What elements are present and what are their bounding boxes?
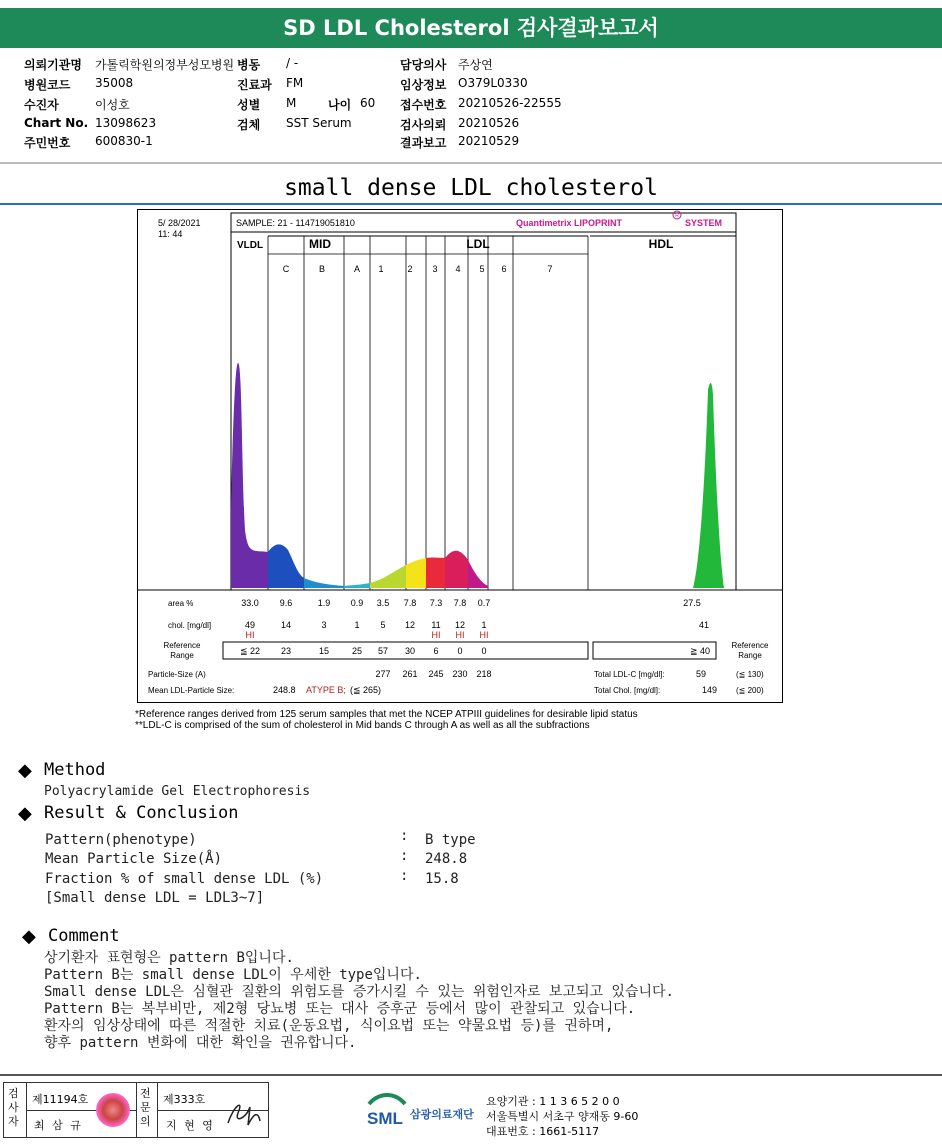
lipoprint-chart: [137, 209, 783, 703]
group-label: LDL: [466, 237, 490, 251]
result-heading: Result & Conclusion: [44, 803, 239, 823]
band-label: 1: [378, 264, 384, 274]
handwritten-signature: [224, 1095, 264, 1131]
comment-line: Pattern B는 복부비만, 제2형 당뇨병 또는 대사 증후군 등에서 많이 관찰되고 있습니다.: [44, 1001, 636, 1017]
info-value: FM: [286, 76, 304, 90]
total-chol-value: 149: [702, 685, 718, 695]
info-label: 병원코드: [24, 78, 71, 92]
particle-value: 277: [375, 669, 391, 679]
area-value: 9.6: [279, 598, 293, 608]
chol-row-label: chol. [mg/dl]: [168, 621, 212, 630]
band-label: 5: [479, 264, 485, 274]
ref-value: ≦ 22: [239, 646, 261, 656]
chol-value: 1: [481, 620, 487, 630]
chol-value: 12: [404, 620, 416, 630]
mean-size-label: Mean LDL-Particle Size:: [148, 686, 235, 695]
ldl2-peak: [406, 558, 426, 588]
area-value: 33.0: [241, 598, 259, 608]
lipoprint-svg: [138, 210, 782, 702]
info-value: M: [286, 96, 297, 110]
age-value: 60: [360, 96, 376, 110]
group-label: MID: [309, 237, 331, 251]
result-colon: :: [400, 828, 409, 844]
info-label: Chart No.: [24, 116, 89, 130]
info-label: 병동: [237, 58, 261, 72]
footer-divider: [0, 1074, 942, 1076]
group-label: VLDL: [236, 240, 264, 251]
mean-size-value: 248.8: [273, 685, 296, 695]
info-value: 20210529: [458, 134, 520, 148]
comment-heading: Comment: [48, 926, 120, 946]
institution-code: 요양기관 : 1 1 3 6 5 2 0 0: [486, 1095, 620, 1108]
info-value: 600830-1: [95, 134, 153, 148]
company-logo: [365, 1090, 409, 1134]
info-value: 가톨릭학원의정부성모병원: [95, 58, 235, 72]
comment-line: Pattern B는 small dense LDL이 우세한 type입니다.: [44, 967, 422, 983]
footnote-1: *Reference ranges derived from 125 serum samples that met the NCEP ATPIII guidelines for desirable lipid status: [135, 709, 638, 720]
info-label: 검체: [237, 118, 261, 132]
ref-value: 30: [404, 646, 416, 656]
ref-value: 0: [457, 646, 463, 656]
info-value: / -: [286, 56, 299, 70]
result-colon: :: [400, 848, 409, 864]
ldl3-peak: [426, 558, 445, 588]
info-value: SST Serum: [286, 116, 352, 130]
specialist-number: 제333호: [163, 1093, 206, 1106]
chol-value: 49: [244, 620, 256, 630]
total-ldl-ref: (≦ 130): [736, 670, 764, 679]
hi-flag: HI: [245, 630, 255, 640]
group-label: HDL: [648, 237, 674, 251]
brand-name: Quantimetrix LIPOPRINT: [516, 218, 623, 228]
particle-label: Particle-Size (A): [148, 670, 206, 679]
org-name: 삼광의료재단: [410, 1108, 474, 1121]
mid-b-peak: [304, 578, 344, 588]
result-value: 15.8: [425, 871, 459, 887]
section-title: small dense LDL cholesterol: [284, 175, 658, 201]
chol-value: 5: [380, 620, 386, 630]
registered-mark: R: [675, 213, 679, 219]
phone: 대표번호 : 1661-5117: [486, 1125, 600, 1138]
info-value: 13098623: [95, 116, 157, 130]
mid-a-peak: [344, 583, 370, 588]
band-label: C: [282, 264, 290, 274]
particle-value: 218: [476, 669, 492, 679]
total-ldl-label: Total LDL-C [mg/dl]:: [594, 670, 665, 679]
result-value: 248.8: [425, 851, 468, 867]
area-value: 0.7: [477, 598, 491, 608]
specialist-name: 지 현 영: [166, 1119, 215, 1132]
area-value: 1.9: [317, 598, 331, 608]
ref-value: 25: [351, 646, 363, 656]
brand-suffix: SYSTEM: [685, 218, 723, 228]
result-value: B type: [425, 832, 476, 848]
info-label: 진료과: [237, 78, 272, 92]
ref-label-1: Reference: [163, 641, 201, 650]
comment-line: Small dense LDL은 심혈관 질환의 위험도를 증가시킬 수 있는 위험인자로 보고되고 있습니다.: [44, 984, 674, 1000]
area-value: 7.3: [429, 598, 443, 608]
info-label: 주민번호: [24, 136, 71, 150]
sample-id: SAMPLE: 21 - 114719051810: [236, 218, 355, 228]
hdl-peak: [693, 383, 724, 588]
report-title: SD LDL Cholesterol 검사결과보고서: [0, 8, 942, 48]
mid-c-peak: [268, 544, 304, 588]
ref-right-1: Reference: [731, 641, 769, 650]
band-label: B: [318, 264, 326, 274]
hdl-chol-value: 41: [698, 620, 710, 630]
hi-flag: HI: [431, 630, 441, 640]
inspector-name: 최 삼 규: [34, 1119, 83, 1132]
info-value: 20210526-22555: [458, 96, 562, 110]
ref-value: 23: [280, 646, 292, 656]
ref-value: 57: [377, 646, 389, 656]
result-note: [Small dense LDL = LDL3~7]: [45, 890, 265, 906]
info-value: O379L0330: [458, 76, 528, 90]
ldl5-peak: [468, 560, 488, 588]
ref-value: 0: [481, 646, 487, 656]
chol-value: 3: [321, 620, 327, 630]
result-label: Pattern(phenotype): [45, 832, 197, 848]
atype-ref: (≦ 265): [350, 685, 382, 695]
area-value: 7.8: [403, 598, 417, 608]
result-colon: :: [400, 868, 409, 884]
area-row-label: area %: [168, 599, 194, 608]
info-value: 이성호: [95, 98, 130, 112]
band-label: A: [353, 264, 361, 274]
info-value: 20210526: [458, 116, 520, 130]
inspector-label: 검사자: [8, 1087, 19, 1128]
particle-value: 261: [402, 669, 418, 679]
hi-flag: HI: [479, 630, 489, 640]
hi-flag: HI: [455, 630, 465, 640]
ref-right-2: Range: [738, 651, 762, 660]
comment-line: 향후 pattern 변화에 대한 확인을 권유합니다.: [44, 1035, 357, 1051]
chol-value: 14: [280, 620, 292, 630]
ldl1-peak: [370, 565, 406, 588]
chol-value: 12: [454, 620, 466, 630]
comment-line: 환자의 임상상태에 따른 적절한 치료(운동요법, 식이요법 또는 약물요법 등)를 권하며,: [44, 1018, 614, 1034]
ldl4-peak: [445, 551, 468, 588]
vldl-peak: [231, 363, 268, 588]
area-value: 3.5: [376, 598, 390, 608]
info-value: 주상연: [458, 58, 493, 72]
band-label: 6: [501, 264, 507, 274]
patient-info-panel: [0, 48, 942, 164]
logo-text: SML: [367, 1109, 403, 1128]
seal-stamp-icon: [96, 1093, 130, 1127]
band-label: 3: [432, 264, 438, 274]
band-label: 2: [407, 264, 413, 274]
method-bullet-icon: ◆: [18, 760, 32, 781]
footnote-2: **LDL-C is comprised of the sum of cholesterol in Mid bands C through A as well as all the subfractions: [135, 720, 590, 731]
result-label: Fraction % of small dense LDL (%): [45, 871, 324, 887]
chol-value: 11: [431, 620, 441, 630]
info-label: 담당의사: [400, 58, 447, 72]
area-value: 7.8: [453, 598, 467, 608]
band-label: 7: [547, 264, 553, 274]
info-label: 의뢰기관명: [24, 58, 82, 72]
info-label: 검사의뢰: [400, 118, 447, 132]
comment-line: 상기환자 표현형은 pattern B입니다.: [44, 950, 294, 966]
hdl-area-value: 27.5: [683, 598, 701, 608]
info-label: 결과보고: [400, 136, 447, 150]
chol-value: 1: [354, 620, 360, 630]
particle-value: 245: [428, 669, 444, 679]
total-chol-ref: (≦ 200): [736, 686, 764, 695]
result-bullet-icon: ◆: [18, 803, 32, 824]
total-ldl-value: 59: [696, 669, 707, 679]
particle-value: 230: [452, 669, 468, 679]
method-heading: Method: [44, 760, 106, 780]
band-label: 4: [455, 264, 461, 274]
result-label: Mean Particle Size(Å): [45, 851, 223, 867]
method-text: Polyacrylamide Gel Electrophoresis: [44, 784, 311, 799]
age-label: 나이: [328, 98, 352, 112]
signature-box: [3, 1082, 269, 1138]
ref-label-2: Range: [170, 651, 194, 660]
specialist-label: 전문의: [140, 1087, 151, 1128]
address: 서울특별시 서초구 양재동 9-60: [486, 1110, 639, 1123]
atype-text: ATYPE B;: [306, 685, 346, 695]
info-label: 접수번호: [400, 98, 447, 112]
inspector-number: 제11194호: [32, 1093, 89, 1106]
comment-bullet-icon: ◆: [22, 926, 36, 947]
chart-date: 5/ 28/2021: [158, 218, 201, 228]
info-label: 수진자: [24, 98, 59, 112]
info-value: 35008: [95, 76, 134, 90]
ref-value: 6: [433, 646, 439, 656]
info-label: 성별: [237, 98, 261, 112]
area-value: 0.9: [350, 598, 364, 608]
info-label: 임상정보: [400, 78, 447, 92]
section-divider: [0, 203, 942, 205]
chart-time: 11: 44: [158, 229, 183, 239]
total-chol-label: Total Chol. [mg/dl]:: [594, 686, 661, 695]
hdl-ref-value: ≧ 40: [689, 646, 710, 656]
ref-value: 15: [318, 646, 330, 656]
